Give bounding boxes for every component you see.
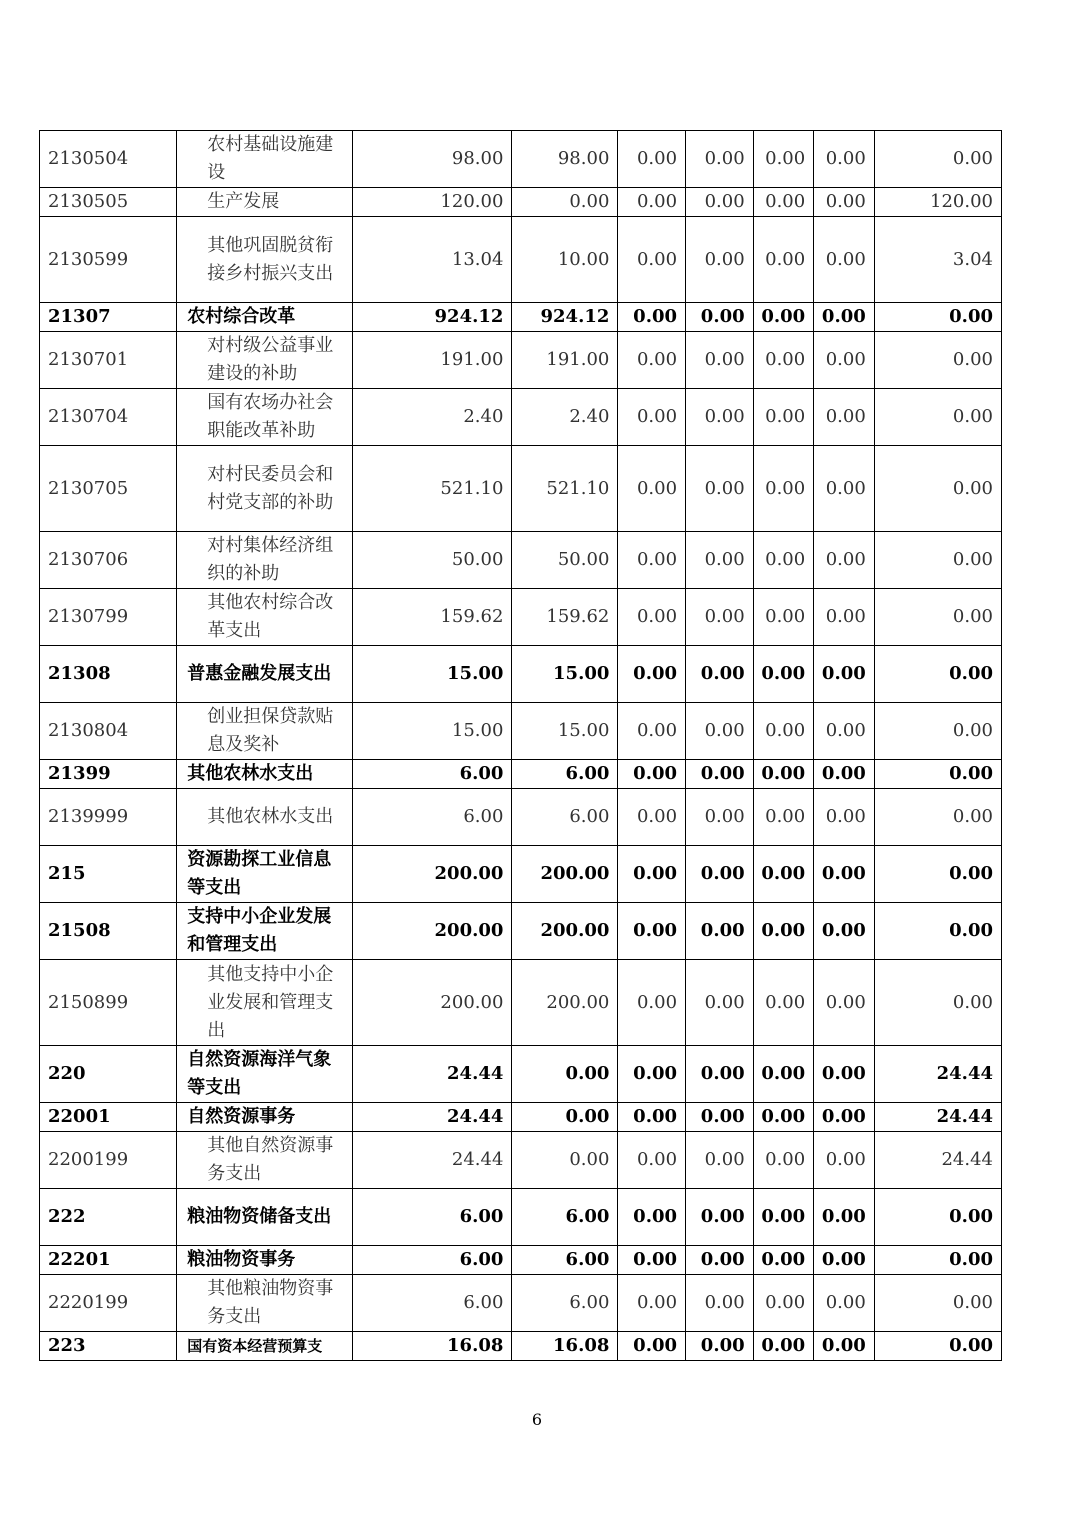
row-value: 924.12 xyxy=(512,303,618,332)
row-value: 0.00 xyxy=(686,1132,754,1189)
row-value: 0.00 xyxy=(753,646,814,703)
row-value: 0.00 xyxy=(874,846,1001,903)
row-name: 其他农村综合改革支出 xyxy=(177,589,353,646)
row-value: 0.00 xyxy=(618,960,686,1046)
row-name: 农村综合改革 xyxy=(177,303,353,332)
row-value: 0.00 xyxy=(753,760,814,789)
row-value: 0.00 xyxy=(753,846,814,903)
row-value: 159.62 xyxy=(512,589,618,646)
row-value: 6.00 xyxy=(352,1246,511,1275)
row-value: 16.08 xyxy=(512,1332,618,1361)
row-value: 0.00 xyxy=(753,446,814,532)
row-value: 13.04 xyxy=(352,217,511,303)
row-value: 0.00 xyxy=(753,1132,814,1189)
row-value: 0.00 xyxy=(874,589,1001,646)
row-value: 0.00 xyxy=(686,903,754,960)
row-value: 0.00 xyxy=(814,703,875,760)
row-value: 15.00 xyxy=(352,646,511,703)
row-value: 98.00 xyxy=(512,131,618,188)
row-value: 0.00 xyxy=(753,960,814,1046)
row-value: 0.00 xyxy=(814,1246,875,1275)
row-value: 0.00 xyxy=(618,903,686,960)
row-value: 6.00 xyxy=(512,1189,618,1246)
row-value: 0.00 xyxy=(512,1103,618,1132)
row-value: 0.00 xyxy=(814,131,875,188)
table-row xyxy=(40,131,1002,188)
row-value: 0.00 xyxy=(814,589,875,646)
row-value: 0.00 xyxy=(618,760,686,789)
row-code: 21308 xyxy=(40,646,177,703)
row-code: 2130504 xyxy=(40,131,177,188)
table-row xyxy=(40,760,1002,789)
row-code: 220 xyxy=(40,1046,177,1103)
row-value: 0.00 xyxy=(814,760,875,789)
row-name: 其他农林水支出 xyxy=(177,789,353,846)
row-value: 0.00 xyxy=(618,1046,686,1103)
row-name: 国有农场办社会职能改革补助 xyxy=(177,389,353,446)
row-name: 粮油物资事务 xyxy=(177,1246,353,1275)
row-code: 2130505 xyxy=(40,188,177,217)
row-value: 200.00 xyxy=(512,846,618,903)
row-value: 0.00 xyxy=(618,1189,686,1246)
row-value: 0.00 xyxy=(814,903,875,960)
row-value: 0.00 xyxy=(753,303,814,332)
row-value: 0.00 xyxy=(686,1189,754,1246)
row-value: 24.44 xyxy=(352,1132,511,1189)
row-value: 0.00 xyxy=(753,532,814,589)
row-name: 其他农林水支出 xyxy=(177,760,353,789)
row-value: 0.00 xyxy=(618,1275,686,1332)
table-row xyxy=(40,1046,1002,1103)
row-value: 0.00 xyxy=(874,903,1001,960)
row-value: 0.00 xyxy=(874,960,1001,1046)
row-value: 0.00 xyxy=(814,1189,875,1246)
row-value: 0.00 xyxy=(753,1246,814,1275)
row-value: 0.00 xyxy=(686,760,754,789)
row-value: 0.00 xyxy=(753,903,814,960)
row-value: 0.00 xyxy=(874,1189,1001,1246)
row-name: 农村基础设施建设 xyxy=(177,131,353,188)
row-value: 0.00 xyxy=(874,646,1001,703)
table-row xyxy=(40,188,1002,217)
row-value: 200.00 xyxy=(352,960,511,1046)
row-value: 0.00 xyxy=(686,646,754,703)
row-name: 自然资源事务 xyxy=(177,1103,353,1132)
table-row xyxy=(40,303,1002,332)
row-value: 16.08 xyxy=(352,1332,511,1361)
row-value: 0.00 xyxy=(686,789,754,846)
row-code: 21508 xyxy=(40,903,177,960)
row-name: 自然资源海洋气象等支出 xyxy=(177,1046,353,1103)
row-name: 支持中小企业发展和管理支出 xyxy=(177,903,353,960)
row-value: 6.00 xyxy=(512,789,618,846)
row-value: 0.00 xyxy=(686,188,754,217)
row-value: 0.00 xyxy=(686,532,754,589)
row-value: 0.00 xyxy=(618,332,686,389)
row-value: 0.00 xyxy=(814,389,875,446)
table-row xyxy=(40,903,1002,960)
row-name: 其他支持中小企业发展和管理支出 xyxy=(177,960,353,1046)
row-name: 其他粮油物资事务支出 xyxy=(177,1275,353,1332)
row-value: 0.00 xyxy=(874,303,1001,332)
table-row xyxy=(40,1332,1002,1361)
row-value: 0.00 xyxy=(686,1246,754,1275)
row-value: 0.00 xyxy=(874,1275,1001,1332)
table-row xyxy=(40,960,1002,1046)
row-value: 24.44 xyxy=(874,1046,1001,1103)
table-row xyxy=(40,1246,1002,1275)
row-value: 15.00 xyxy=(352,703,511,760)
row-value: 0.00 xyxy=(686,332,754,389)
row-value: 0.00 xyxy=(686,217,754,303)
row-value: 0.00 xyxy=(618,1246,686,1275)
table-row xyxy=(40,589,1002,646)
row-value: 191.00 xyxy=(352,332,511,389)
row-value: 0.00 xyxy=(686,960,754,1046)
row-value: 0.00 xyxy=(686,131,754,188)
row-code: 222 xyxy=(40,1189,177,1246)
row-code: 21399 xyxy=(40,760,177,789)
row-value: 0.00 xyxy=(753,1275,814,1332)
row-value: 0.00 xyxy=(618,846,686,903)
row-value: 0.00 xyxy=(686,303,754,332)
row-name: 创业担保贷款贴息及奖补 xyxy=(177,703,353,760)
page-number: 6 xyxy=(531,1410,543,1429)
row-code: 215 xyxy=(40,846,177,903)
row-code: 2139999 xyxy=(40,789,177,846)
row-name: 国有资本经营预算支 xyxy=(177,1332,353,1361)
table-row xyxy=(40,703,1002,760)
row-value: 24.44 xyxy=(352,1103,511,1132)
row-value: 0.00 xyxy=(814,1132,875,1189)
row-value: 0.00 xyxy=(686,1103,754,1132)
row-name: 对村民委员会和村党支部的补助 xyxy=(177,446,353,532)
row-value: 24.44 xyxy=(874,1132,1001,1189)
row-value: 6.00 xyxy=(512,1275,618,1332)
row-value: 0.00 xyxy=(753,131,814,188)
table-row xyxy=(40,789,1002,846)
row-value: 159.62 xyxy=(352,589,511,646)
row-name: 对村集体经济组织的补助 xyxy=(177,532,353,589)
row-name: 其他巩固脱贫衔接乡村振兴支出 xyxy=(177,217,353,303)
row-value: 0.00 xyxy=(874,1246,1001,1275)
row-value: 0.00 xyxy=(753,703,814,760)
row-value: 924.12 xyxy=(352,303,511,332)
row-value: 0.00 xyxy=(814,960,875,1046)
table-row xyxy=(40,532,1002,589)
table-row xyxy=(40,217,1002,303)
row-value: 0.00 xyxy=(618,789,686,846)
row-value: 120.00 xyxy=(874,188,1001,217)
row-value: 0.00 xyxy=(814,303,875,332)
table-body xyxy=(40,131,1002,1361)
row-value: 0.00 xyxy=(874,789,1001,846)
row-name: 生产发展 xyxy=(177,188,353,217)
row-value: 200.00 xyxy=(512,960,618,1046)
table-row xyxy=(40,846,1002,903)
row-value: 0.00 xyxy=(618,389,686,446)
row-value: 0.00 xyxy=(753,589,814,646)
row-code: 2130799 xyxy=(40,589,177,646)
row-code: 2200199 xyxy=(40,1132,177,1189)
row-value: 6.00 xyxy=(352,789,511,846)
row-value: 0.00 xyxy=(753,1189,814,1246)
row-value: 0.00 xyxy=(686,703,754,760)
row-code: 22001 xyxy=(40,1103,177,1132)
row-value: 0.00 xyxy=(814,646,875,703)
row-value: 0.00 xyxy=(874,1332,1001,1361)
row-value: 0.00 xyxy=(618,217,686,303)
row-value: 191.00 xyxy=(512,332,618,389)
row-name: 普惠金融发展支出 xyxy=(177,646,353,703)
row-value: 0.00 xyxy=(753,1332,814,1361)
row-value: 15.00 xyxy=(512,703,618,760)
row-code: 22201 xyxy=(40,1246,177,1275)
row-value: 0.00 xyxy=(814,846,875,903)
row-value: 0.00 xyxy=(814,532,875,589)
row-value: 0.00 xyxy=(512,188,618,217)
row-value: 120.00 xyxy=(352,188,511,217)
row-value: 0.00 xyxy=(814,1046,875,1103)
row-code: 2130704 xyxy=(40,389,177,446)
row-value: 200.00 xyxy=(352,846,511,903)
table-row xyxy=(40,446,1002,532)
table-row xyxy=(40,1275,1002,1332)
row-value: 0.00 xyxy=(753,1103,814,1132)
row-value: 0.00 xyxy=(618,646,686,703)
row-value: 521.10 xyxy=(512,446,618,532)
row-value: 0.00 xyxy=(814,1332,875,1361)
row-value: 6.00 xyxy=(512,760,618,789)
row-name: 资源勘探工业信息等支出 xyxy=(177,846,353,903)
row-value: 50.00 xyxy=(352,532,511,589)
row-value: 200.00 xyxy=(352,903,511,960)
row-code: 2150899 xyxy=(40,960,177,1046)
row-value: 0.00 xyxy=(753,188,814,217)
row-value: 0.00 xyxy=(814,446,875,532)
row-code: 2220199 xyxy=(40,1275,177,1332)
row-value: 0.00 xyxy=(686,446,754,532)
row-value: 0.00 xyxy=(814,1275,875,1332)
row-code: 21307 xyxy=(40,303,177,332)
row-value: 0.00 xyxy=(753,332,814,389)
row-value: 0.00 xyxy=(686,1046,754,1103)
table-row xyxy=(40,1189,1002,1246)
row-value: 0.00 xyxy=(686,389,754,446)
row-value: 521.10 xyxy=(352,446,511,532)
row-value: 0.00 xyxy=(874,703,1001,760)
row-value: 6.00 xyxy=(512,1246,618,1275)
row-value: 0.00 xyxy=(814,1103,875,1132)
row-code: 2130705 xyxy=(40,446,177,532)
budget-table xyxy=(39,130,1002,1361)
row-value: 50.00 xyxy=(512,532,618,589)
row-value: 0.00 xyxy=(618,446,686,532)
row-value: 0.00 xyxy=(753,217,814,303)
row-value: 0.00 xyxy=(618,303,686,332)
row-value: 0.00 xyxy=(753,1046,814,1103)
row-value: 0.00 xyxy=(874,532,1001,589)
row-value: 0.00 xyxy=(512,1132,618,1189)
row-value: 24.44 xyxy=(352,1046,511,1103)
row-value: 0.00 xyxy=(753,389,814,446)
row-value: 0.00 xyxy=(686,1275,754,1332)
row-value: 2.40 xyxy=(512,389,618,446)
row-value: 2.40 xyxy=(352,389,511,446)
row-value: 0.00 xyxy=(814,332,875,389)
row-value: 0.00 xyxy=(814,217,875,303)
row-value: 0.00 xyxy=(618,1103,686,1132)
row-code: 2130706 xyxy=(40,532,177,589)
row-code: 2130804 xyxy=(40,703,177,760)
row-value: 0.00 xyxy=(874,131,1001,188)
row-value: 0.00 xyxy=(618,532,686,589)
row-value: 0.00 xyxy=(512,1046,618,1103)
row-value: 15.00 xyxy=(512,646,618,703)
table-row xyxy=(40,646,1002,703)
row-value: 0.00 xyxy=(686,846,754,903)
row-value: 6.00 xyxy=(352,1189,511,1246)
row-value: 3.04 xyxy=(874,217,1001,303)
row-name: 其他自然资源事务支出 xyxy=(177,1132,353,1189)
row-value: 0.00 xyxy=(874,446,1001,532)
row-value: 0.00 xyxy=(874,332,1001,389)
table-row xyxy=(40,332,1002,389)
row-value: 0.00 xyxy=(618,589,686,646)
row-value: 0.00 xyxy=(874,389,1001,446)
row-code: 2130701 xyxy=(40,332,177,389)
row-value: 0.00 xyxy=(686,589,754,646)
row-value: 6.00 xyxy=(352,1275,511,1332)
row-code: 2130599 xyxy=(40,217,177,303)
table-row xyxy=(40,389,1002,446)
row-value: 98.00 xyxy=(352,131,511,188)
row-value: 0.00 xyxy=(618,703,686,760)
row-value: 10.00 xyxy=(512,217,618,303)
row-value: 0.00 xyxy=(618,1132,686,1189)
row-value: 0.00 xyxy=(618,1332,686,1361)
row-value: 0.00 xyxy=(814,789,875,846)
row-name: 对村级公益事业建设的补助 xyxy=(177,332,353,389)
table-row xyxy=(40,1132,1002,1189)
table-row xyxy=(40,1103,1002,1132)
row-name: 粮油物资储备支出 xyxy=(177,1189,353,1246)
row-value: 0.00 xyxy=(686,1332,754,1361)
row-value: 0.00 xyxy=(874,760,1001,789)
row-value: 6.00 xyxy=(352,760,511,789)
row-value: 0.00 xyxy=(618,131,686,188)
row-value: 0.00 xyxy=(814,188,875,217)
row-value: 0.00 xyxy=(753,789,814,846)
row-value: 0.00 xyxy=(618,188,686,217)
row-value: 200.00 xyxy=(512,903,618,960)
row-value: 24.44 xyxy=(874,1103,1001,1132)
row-code: 223 xyxy=(40,1332,177,1361)
